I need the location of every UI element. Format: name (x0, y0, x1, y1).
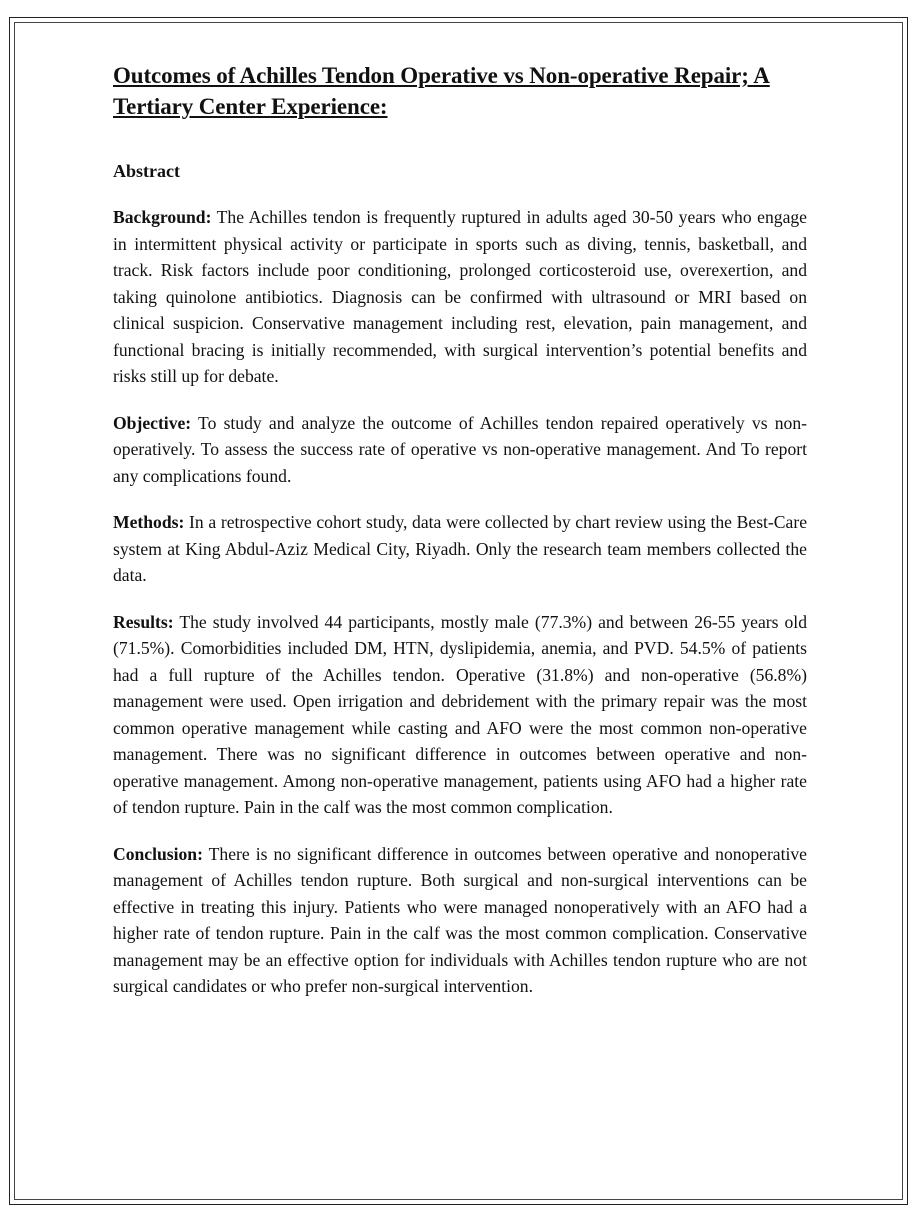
objective-text: To study and analyze the outcome of Achilles tendon repaired operatively vs non-operatively. To assess the success rate of operative vs non-operative management. And To report any complications found. (113, 412, 807, 486)
conclusion-paragraph (113, 841, 807, 1000)
results-paragraph (113, 609, 807, 821)
abstract-heading: Abstract (113, 161, 180, 181)
document-body (113, 60, 807, 1000)
results-label: Results: (113, 611, 174, 632)
methods-paragraph (113, 509, 807, 589)
background-label: Background: (113, 207, 212, 227)
conclusion-text: There is no significant difference in outcomes between operative and nonoperative management of Achilles tendon rupture. Both surgical and non-surgical interventions can be effective in treating this injury. Patients who were managed nonoperatively with an AFO had a higher rate of tendon rupture. Pain in the calf was the most common complication. Conservative management may be an effective option for individuals with Achilles tendon rupture who are not surgical candidates or who prefer non-surgical intervention. (113, 843, 807, 996)
objective-label: Objective: (113, 412, 192, 433)
results-text: The study involved 44 participants, mostly male (77.3%) and between 26-55 years old (71.5%). Comorbidities included DM, HTN, dyslipidemia, anemia, and PVD. 54.5% of patients had a full rupture of the Achilles tendon. Operative (31.8%) and non-operative (56.8%) management were used. Open irrigation and debridement with the primary repair was the most common operative management while casting and AFO were the most common non-operative management. There was no significant difference in outcomes between operative and non-operative management. Among non-operative management, patients using AFO had a higher rate of tendon rupture. Pain in the calf was the most common complication. (113, 611, 807, 817)
background-paragraph (113, 204, 807, 390)
methods-label: Methods: (113, 512, 185, 532)
methods-text: In a retrospective cohort study, data were collected by chart review using the Best-Care system at King Abdul-Aziz Medical City, Riyadh. Only the research team members collected the data. (113, 512, 807, 585)
document-title: Outcomes of Achilles Tendon Operative vs Non-operative Repair; A Tertiary Center Experience: (113, 63, 770, 119)
conclusion-label: Conclusion: (113, 843, 203, 864)
background-text: The Achilles tendon is frequently ruptured in adults aged 30-50 years who engage in intermittent physical activity or participate in sports such as diving, tennis, basketball, and track. Risk factors include poor conditioning, prolonged corticosteroid use, overexertion, and taking quinolone antibiotics. Diagnosis can be confirmed with ultrasound or MRI based on clinical suspicion. Conservative management including rest, elevation, pain management, and functional bracing is initially recommended, with surgical intervention’s potential benefits and risks still up for debate. (113, 207, 807, 386)
objective-paragraph (113, 410, 807, 490)
